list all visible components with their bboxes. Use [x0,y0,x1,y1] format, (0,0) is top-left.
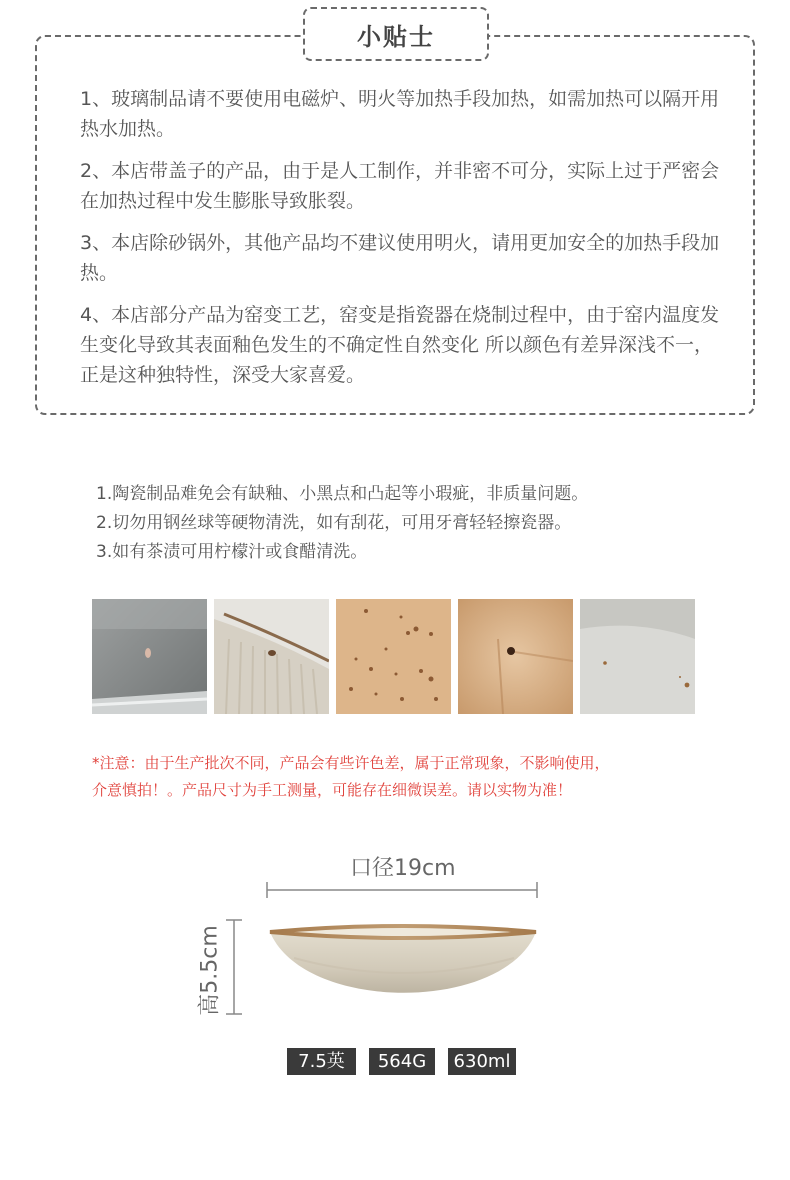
care-item: 3.如有茶渍可用柠檬汁或食醋清洗。 [96,542,368,562]
defect-photo-striped-rim [214,599,329,714]
notice-line: 介意慎拍！。产品尺寸为手工测量，可能存在细微误差。请以实物为准！ [92,781,573,799]
color-difference-notice [92,750,732,804]
tips-title: 小贴士 [303,7,489,61]
diameter-label: 口径19cm [350,856,456,881]
care-instructions [96,480,736,567]
tip-item: 3、本店除砂锅外，其他产品均不建议使用明火，请用更加安全的加热手段加热。 [80,232,720,284]
spec-size: 7.5英寸 [287,1048,356,1075]
defect-photo-gray-speck [580,599,695,714]
bowl-image [264,918,544,1018]
defect-photo-gray-glaze [92,599,207,714]
notice-line: *注意：由于生产批次不同，产品会有些许色差，属于正常现象，不影响使用， [92,754,610,772]
tip-item: 2、本店带盖子的产品，由于是人工制作，并非密不可分，实际上过于严密会在加热过程中发生膨胀导致胀裂。 [80,160,720,212]
care-item: 2.切勿用钢丝球等硬物清洗，如有刮花，可用牙膏轻轻擦瓷器。 [96,513,572,533]
tip-item: 1、玻璃制品请不要使用电磁炉、明火等加热手段加热，如需加热可以隔开用热水加热。 [80,88,720,140]
spec-volume: 630ml [448,1048,516,1075]
height-label: 高5.5cm [197,925,223,1016]
care-item: 1.陶瓷制品难免会有缺釉、小黑点和凸起等小瑕疵，非质量问题。 [96,484,589,504]
tips-list [80,84,720,402]
defect-photo-speckled-glaze [336,599,451,714]
diameter-line [262,880,542,900]
height-line [222,918,246,1016]
defect-photo-black-dot [458,599,573,714]
tip-item: 4、本店部分产品为窑变工艺，窑变是指瓷器在烧制过程中，由于窑内温度发生变化导致其表面釉色发生的不确定性自然变化 所以颜色有差异深浅不一，正是这种独特性，深受大家喜爱。 [80,304,720,386]
spec-weight: 564G [369,1048,435,1075]
